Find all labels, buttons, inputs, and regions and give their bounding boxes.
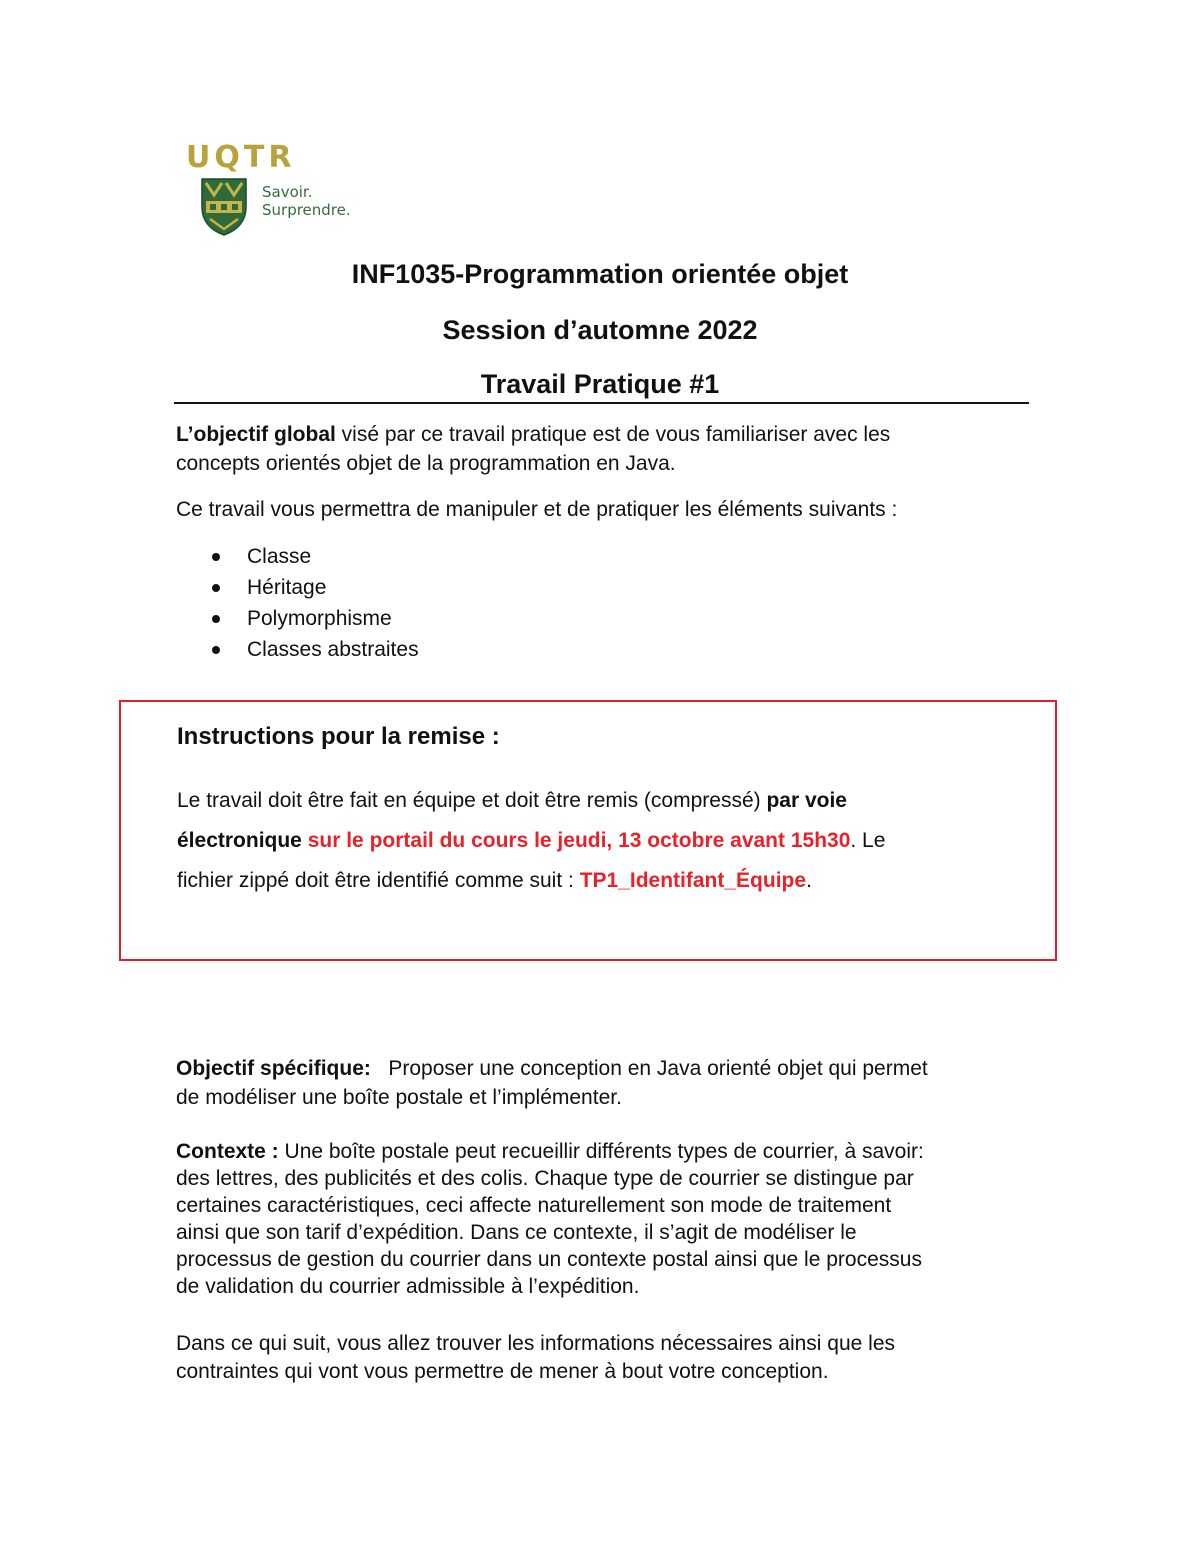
shield-icon xyxy=(200,177,248,237)
instructions-title: Instructions pour la remise : xyxy=(177,723,500,750)
logo-wordmark: UQTR xyxy=(186,140,296,175)
tagline-line-1: Savoir. xyxy=(262,183,313,201)
deadline-text: sur le portail du cours le jeudi, 13 octobre avant 15h30 xyxy=(301,829,851,852)
objective-text-2: concepts orientés objet de la programmation en Java. xyxy=(176,452,676,475)
concepts-list xyxy=(212,541,419,665)
objective-paragraph xyxy=(176,420,1036,478)
specific-objective-paragraph xyxy=(176,1054,1036,1112)
context-line: des lettres, des publicités et des colis. Chaque type de courrier se distingue par xyxy=(176,1167,914,1190)
instructions-text-1: Le travail doit être fait en équipe et doit être remis (compressé) xyxy=(177,789,767,812)
bullet-icon xyxy=(212,646,220,654)
file-name-text: TP1_Identifant_Équipe xyxy=(579,869,807,892)
list-item xyxy=(212,572,419,603)
closing-line-1: Dans ce qui suit, vous allez trouver les informations nécessaires ainsi que les xyxy=(176,1332,896,1355)
assignment-title: Travail Pratique #1 xyxy=(480,369,720,399)
context-line: Une boîte postale peut recueillir différents types de courrier, à savoir: xyxy=(278,1140,924,1163)
specific-objective-label: Objectif spécifique: xyxy=(176,1057,371,1080)
submission-instructions-box xyxy=(119,700,1057,961)
list-item xyxy=(212,634,419,665)
context-line: certaines caractéristiques, ceci affecte naturellement son mode de traitement xyxy=(176,1194,892,1217)
instructions-text xyxy=(177,781,1017,901)
context-line: processus de gestion du courrier dans un contexte postal ainsi que le processus xyxy=(176,1248,922,1271)
bullet-icon xyxy=(212,615,220,623)
list-item-label: Héritage xyxy=(247,576,327,599)
list-item xyxy=(212,603,419,634)
list-item xyxy=(212,541,419,572)
instructions-bold-1: par voie xyxy=(766,789,847,812)
course-title: INF1035-Programmation orientée objet xyxy=(351,259,849,289)
bullet-icon xyxy=(212,553,220,561)
objective-label: L’objectif global xyxy=(176,423,336,446)
instructions-text-3: fichier zippé doit être identifié comme suit : xyxy=(177,869,580,892)
context-paragraph xyxy=(176,1138,1036,1300)
closing-paragraph xyxy=(176,1330,1036,1386)
uqtr-logo xyxy=(186,140,356,238)
list-intro: Ce travail vous permettra de manipuler et de pratiquer les éléments suivants : xyxy=(176,498,898,521)
objective-text-1: visé par ce travail pratique est de vous familiariser avec les xyxy=(335,423,891,446)
session-title: Session d’automne 2022 xyxy=(442,315,758,345)
instructions-bold-2: électronique xyxy=(177,829,302,852)
instructions-text-2: . Le xyxy=(850,829,886,852)
specific-objective-text-1: Proposer une conception en Java orienté objet qui permet xyxy=(370,1057,928,1080)
specific-objective-text-2: de modéliser une boîte postale et l’implémenter. xyxy=(176,1086,622,1109)
list-item-label: Classe xyxy=(247,545,312,568)
logo-tagline xyxy=(262,183,351,219)
closing-line-2: contraintes qui vont vous permettre de mener à bout votre conception. xyxy=(176,1360,829,1383)
list-item-label: Classes abstraites xyxy=(247,638,419,661)
bullet-icon xyxy=(212,584,220,592)
tagline-line-2: Surprendre. xyxy=(262,201,351,219)
instructions-text-4: . xyxy=(806,869,812,892)
context-label: Contexte : xyxy=(176,1140,279,1163)
context-line: de validation du courrier admissible à l’expédition. xyxy=(176,1275,640,1298)
context-line: ainsi que son tarif d’expédition. Dans ce contexte, il s’agit de modéliser le xyxy=(176,1221,857,1244)
list-item-label: Polymorphisme xyxy=(247,607,392,630)
title-divider xyxy=(174,402,1029,404)
